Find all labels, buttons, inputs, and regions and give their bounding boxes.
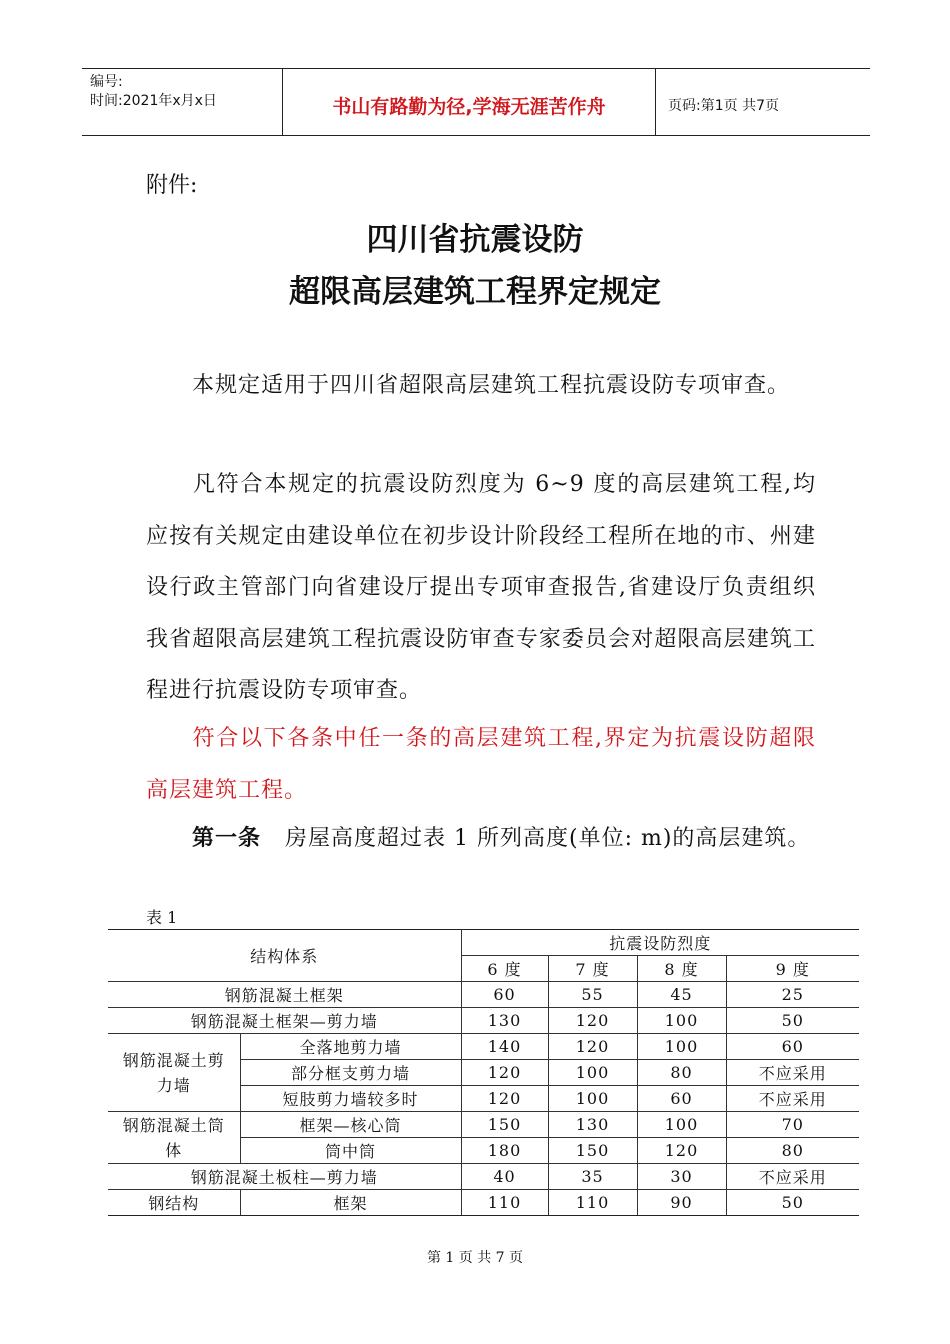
cell-value: 50: [726, 1008, 859, 1034]
header-info: [82, 69, 283, 135]
cell-value: 120: [637, 1138, 726, 1164]
cell-value: 130: [548, 1112, 637, 1138]
cell-value: 30: [637, 1164, 726, 1190]
header-structure-system: 结构体系: [108, 930, 461, 982]
paragraph-definition-text: 符合以下各条中任一条的高层建筑工程,界定为抗震设防超限高层建筑工程。: [146, 726, 816, 803]
cell-value: 80: [726, 1138, 859, 1164]
article-one-lead: 第一条: [192, 826, 262, 851]
title-line-2: 超限高层建筑工程界定规定: [289, 274, 661, 310]
document-header: [82, 68, 870, 136]
cell-value: 110: [548, 1190, 637, 1216]
table-row: [108, 1034, 859, 1060]
cell-value: 120: [461, 1060, 548, 1086]
degree-7: 7 度: [548, 956, 637, 982]
row-name: 钢筋混凝土框架—剪力墙: [108, 1008, 461, 1034]
cell-value: 120: [461, 1086, 548, 1112]
attachment-label: 附件:: [146, 173, 198, 198]
cell-value: 35: [548, 1164, 637, 1190]
header-page-number: 页码:第1页 共7页: [668, 98, 779, 114]
cell-value: 60: [637, 1086, 726, 1112]
cell-value: 60: [726, 1034, 859, 1060]
page-footer: 第 1 页 共 7 页: [426, 1250, 524, 1266]
paragraph-scope-text: 本规定适用于四川省超限高层建筑工程抗震设防专项审查。: [192, 373, 791, 398]
cell-value: 55: [548, 982, 637, 1008]
row-name: 框架—核心筒: [240, 1112, 461, 1138]
cell-value: 150: [548, 1138, 637, 1164]
paragraph-procedure: [146, 459, 816, 717]
cell-value: 140: [461, 1034, 548, 1060]
cell-value: 150: [461, 1112, 548, 1138]
cell-value: 不应采用: [726, 1060, 859, 1086]
table-caption: 表 1: [146, 908, 178, 927]
cell-value: 不应采用: [726, 1086, 859, 1112]
serial-number: 编号:: [90, 74, 123, 90]
cell-value: 50: [726, 1190, 859, 1216]
paragraph-definition: [146, 713, 816, 816]
row-name: 钢筋混凝土板柱—剪力墙: [108, 1164, 461, 1190]
cell-value: 25: [726, 982, 859, 1008]
table-row: [108, 1008, 859, 1034]
cell-value: 70: [726, 1112, 859, 1138]
cell-value: 40: [461, 1164, 548, 1190]
degree-9: 9 度: [726, 956, 859, 982]
header-seismic-intensity: 抗震设防烈度: [461, 930, 859, 956]
table-header-row: [108, 930, 859, 956]
table-row: [108, 982, 859, 1008]
cell-value: 80: [637, 1060, 726, 1086]
degree-8: 8 度: [637, 956, 726, 982]
paragraph-scope: [146, 360, 816, 412]
cell-value: 60: [461, 982, 548, 1008]
document-time: 时间:2021年x月x日: [90, 93, 217, 109]
table-row: [108, 1112, 859, 1138]
cell-value: 180: [461, 1138, 548, 1164]
row-name: 筒中筒: [240, 1138, 461, 1164]
group-steel: 钢结构: [108, 1190, 240, 1216]
article-one-text: 房屋高度超过表 1 所列高度(单位: m)的高层建筑。: [285, 826, 811, 851]
group-shearwall: 钢筋混凝土剪力墙: [108, 1034, 240, 1112]
article-one: [146, 813, 816, 865]
row-name: 框架: [240, 1190, 461, 1216]
table-row: [108, 1164, 859, 1190]
row-name: 部分框支剪力墙: [240, 1060, 461, 1086]
cell-value: 110: [461, 1190, 548, 1216]
cell-value: 100: [637, 1008, 726, 1034]
cell-value: 100: [548, 1086, 637, 1112]
table-row: [108, 1190, 859, 1216]
degree-6: 6 度: [461, 956, 548, 982]
cell-value: 130: [461, 1008, 548, 1034]
cell-value: 45: [637, 982, 726, 1008]
title-line-1: 四川省抗震设防: [366, 222, 584, 258]
cell-value: 不应采用: [726, 1164, 859, 1190]
cell-value: 90: [637, 1190, 726, 1216]
cell-value: 100: [637, 1034, 726, 1060]
row-name: 短肢剪力墙较多时: [240, 1086, 461, 1112]
row-name: 钢筋混凝土框架: [108, 982, 461, 1008]
header-motto: 书山有路勤为径,学海无涯苦作舟: [283, 69, 656, 135]
row-name: 全落地剪力墙: [240, 1034, 461, 1060]
height-limit-table: [108, 929, 859, 1216]
cell-value: 100: [637, 1112, 726, 1138]
cell-value: 120: [548, 1008, 637, 1034]
cell-value: 120: [548, 1034, 637, 1060]
group-tube: 钢筋混凝土筒体: [108, 1112, 240, 1164]
paragraph-procedure-text: 凡符合本规定的抗震设防烈度为 6~9 度的高层建筑工程,均应按有关规定由建设单位在初步设计阶段经工程所在地的市、州建设行政主管部门向省建设厅提出专项审查报告,省建设厅负责组织我省超限高层建筑工程抗震设防审查专家委员会对超限高层建筑工程进行抗震设防专项审查。: [146, 472, 816, 703]
cell-value: 100: [548, 1060, 637, 1086]
